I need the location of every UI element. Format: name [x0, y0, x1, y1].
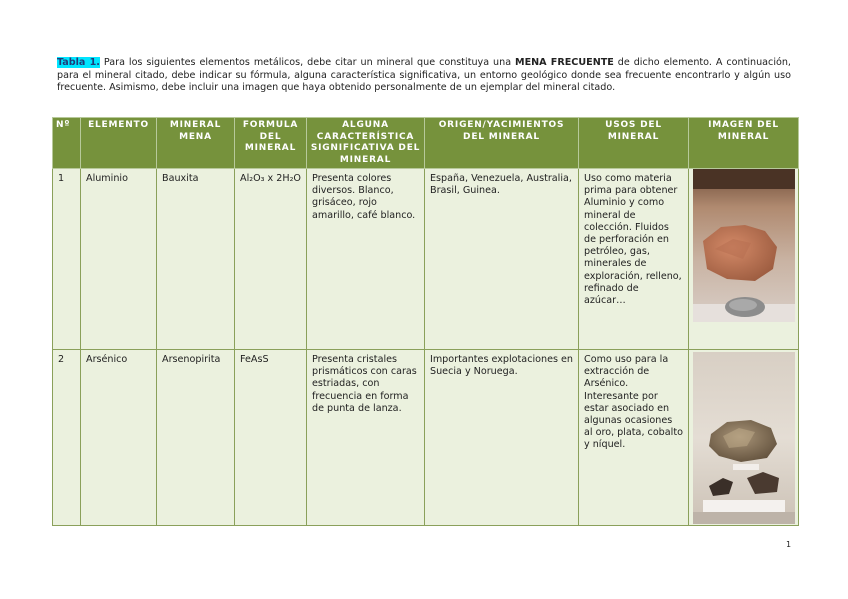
- caption-text-1: Para los siguientes elementos metálicos, debe citar un mineral que constituya una: [99, 57, 516, 68]
- cell-formula: FeAsS: [235, 350, 307, 526]
- cell-feature: Presenta cristales prismáticos con caras estriadas, con frecuencia en forma de punta de lanza.: [307, 350, 425, 526]
- arsenopyrite-photo: [693, 352, 795, 524]
- cell-element: Arsénico: [81, 350, 157, 526]
- cell-image: [689, 169, 799, 350]
- header-origin: ORIGEN/YACIMIENTOS DEL MINERAL: [425, 118, 579, 169]
- minerals-table: [52, 117, 799, 526]
- header-image: IMAGEN DEL MINERAL: [689, 118, 799, 169]
- header-num: Nº: [53, 118, 81, 169]
- cell-uses: Uso como materia prima para obtener Aluminio y como mineral de colección. Fluidos de perforación en petróleo, gas, minerales de exploración, relleno, refinado de azúcar…: [579, 169, 689, 350]
- table-header-row: [53, 118, 799, 169]
- caption-bold: MENA FRECUENTE: [515, 57, 614, 68]
- caption-label: Tabla 1.: [57, 57, 100, 68]
- caption-text-2: de dicho elemento. A continuación, para el mineral citado, debe indicar su fórmula, alguna característica significativa, un entorno geológico donde sea frecuente encontrarlo y algún uso frecuente. Asimismo, debe incluir una imagen que haya obtenido personalmente de un ejemplar del mineral citado.: [57, 57, 791, 94]
- cell-mineral: Arsenopirita: [157, 350, 235, 526]
- cell-uses: Como uso para la extracción de Arsénico. Interesante por estar asociado en algunas ocasiones al oro, plata, cobalto y níquel.: [579, 350, 689, 526]
- header-mineral: MINERAL MENA: [157, 118, 235, 169]
- header-element: ELEMENTO: [81, 118, 157, 169]
- cell-element: Aluminio: [81, 169, 157, 350]
- bauxite-photo-graphic: [693, 169, 795, 322]
- table-caption: [57, 57, 791, 95]
- cell-feature: Presenta colores diversos. Blanco, grisáceo, rojo amarillo, café blanco.: [307, 169, 425, 350]
- arsenopyrite-photo-graphic: [693, 352, 795, 524]
- header-uses: USOS DEL MINERAL: [579, 118, 689, 169]
- cell-num: 1: [53, 169, 81, 350]
- cell-num: 2: [53, 350, 81, 526]
- header-formula: FORMULA DEL MINERAL: [235, 118, 307, 169]
- page-number: 1: [786, 540, 792, 549]
- cell-formula: Al₂O₃ x 2H₂O: [235, 169, 307, 350]
- cell-origin: España, Venezuela, Australia, Brasil, Guinea.: [425, 169, 579, 350]
- cell-image: [689, 350, 799, 526]
- table-row: [53, 350, 799, 526]
- header-feature: ALGUNA CARACTERÍSTICA SIGNIFICATIVA DEL MINERAL: [307, 118, 425, 169]
- table-row: [53, 169, 799, 350]
- cell-mineral: Bauxita: [157, 169, 235, 350]
- cell-origin: Importantes explotaciones en Suecia y Noruega.: [425, 350, 579, 526]
- bauxite-photo: [693, 169, 795, 322]
